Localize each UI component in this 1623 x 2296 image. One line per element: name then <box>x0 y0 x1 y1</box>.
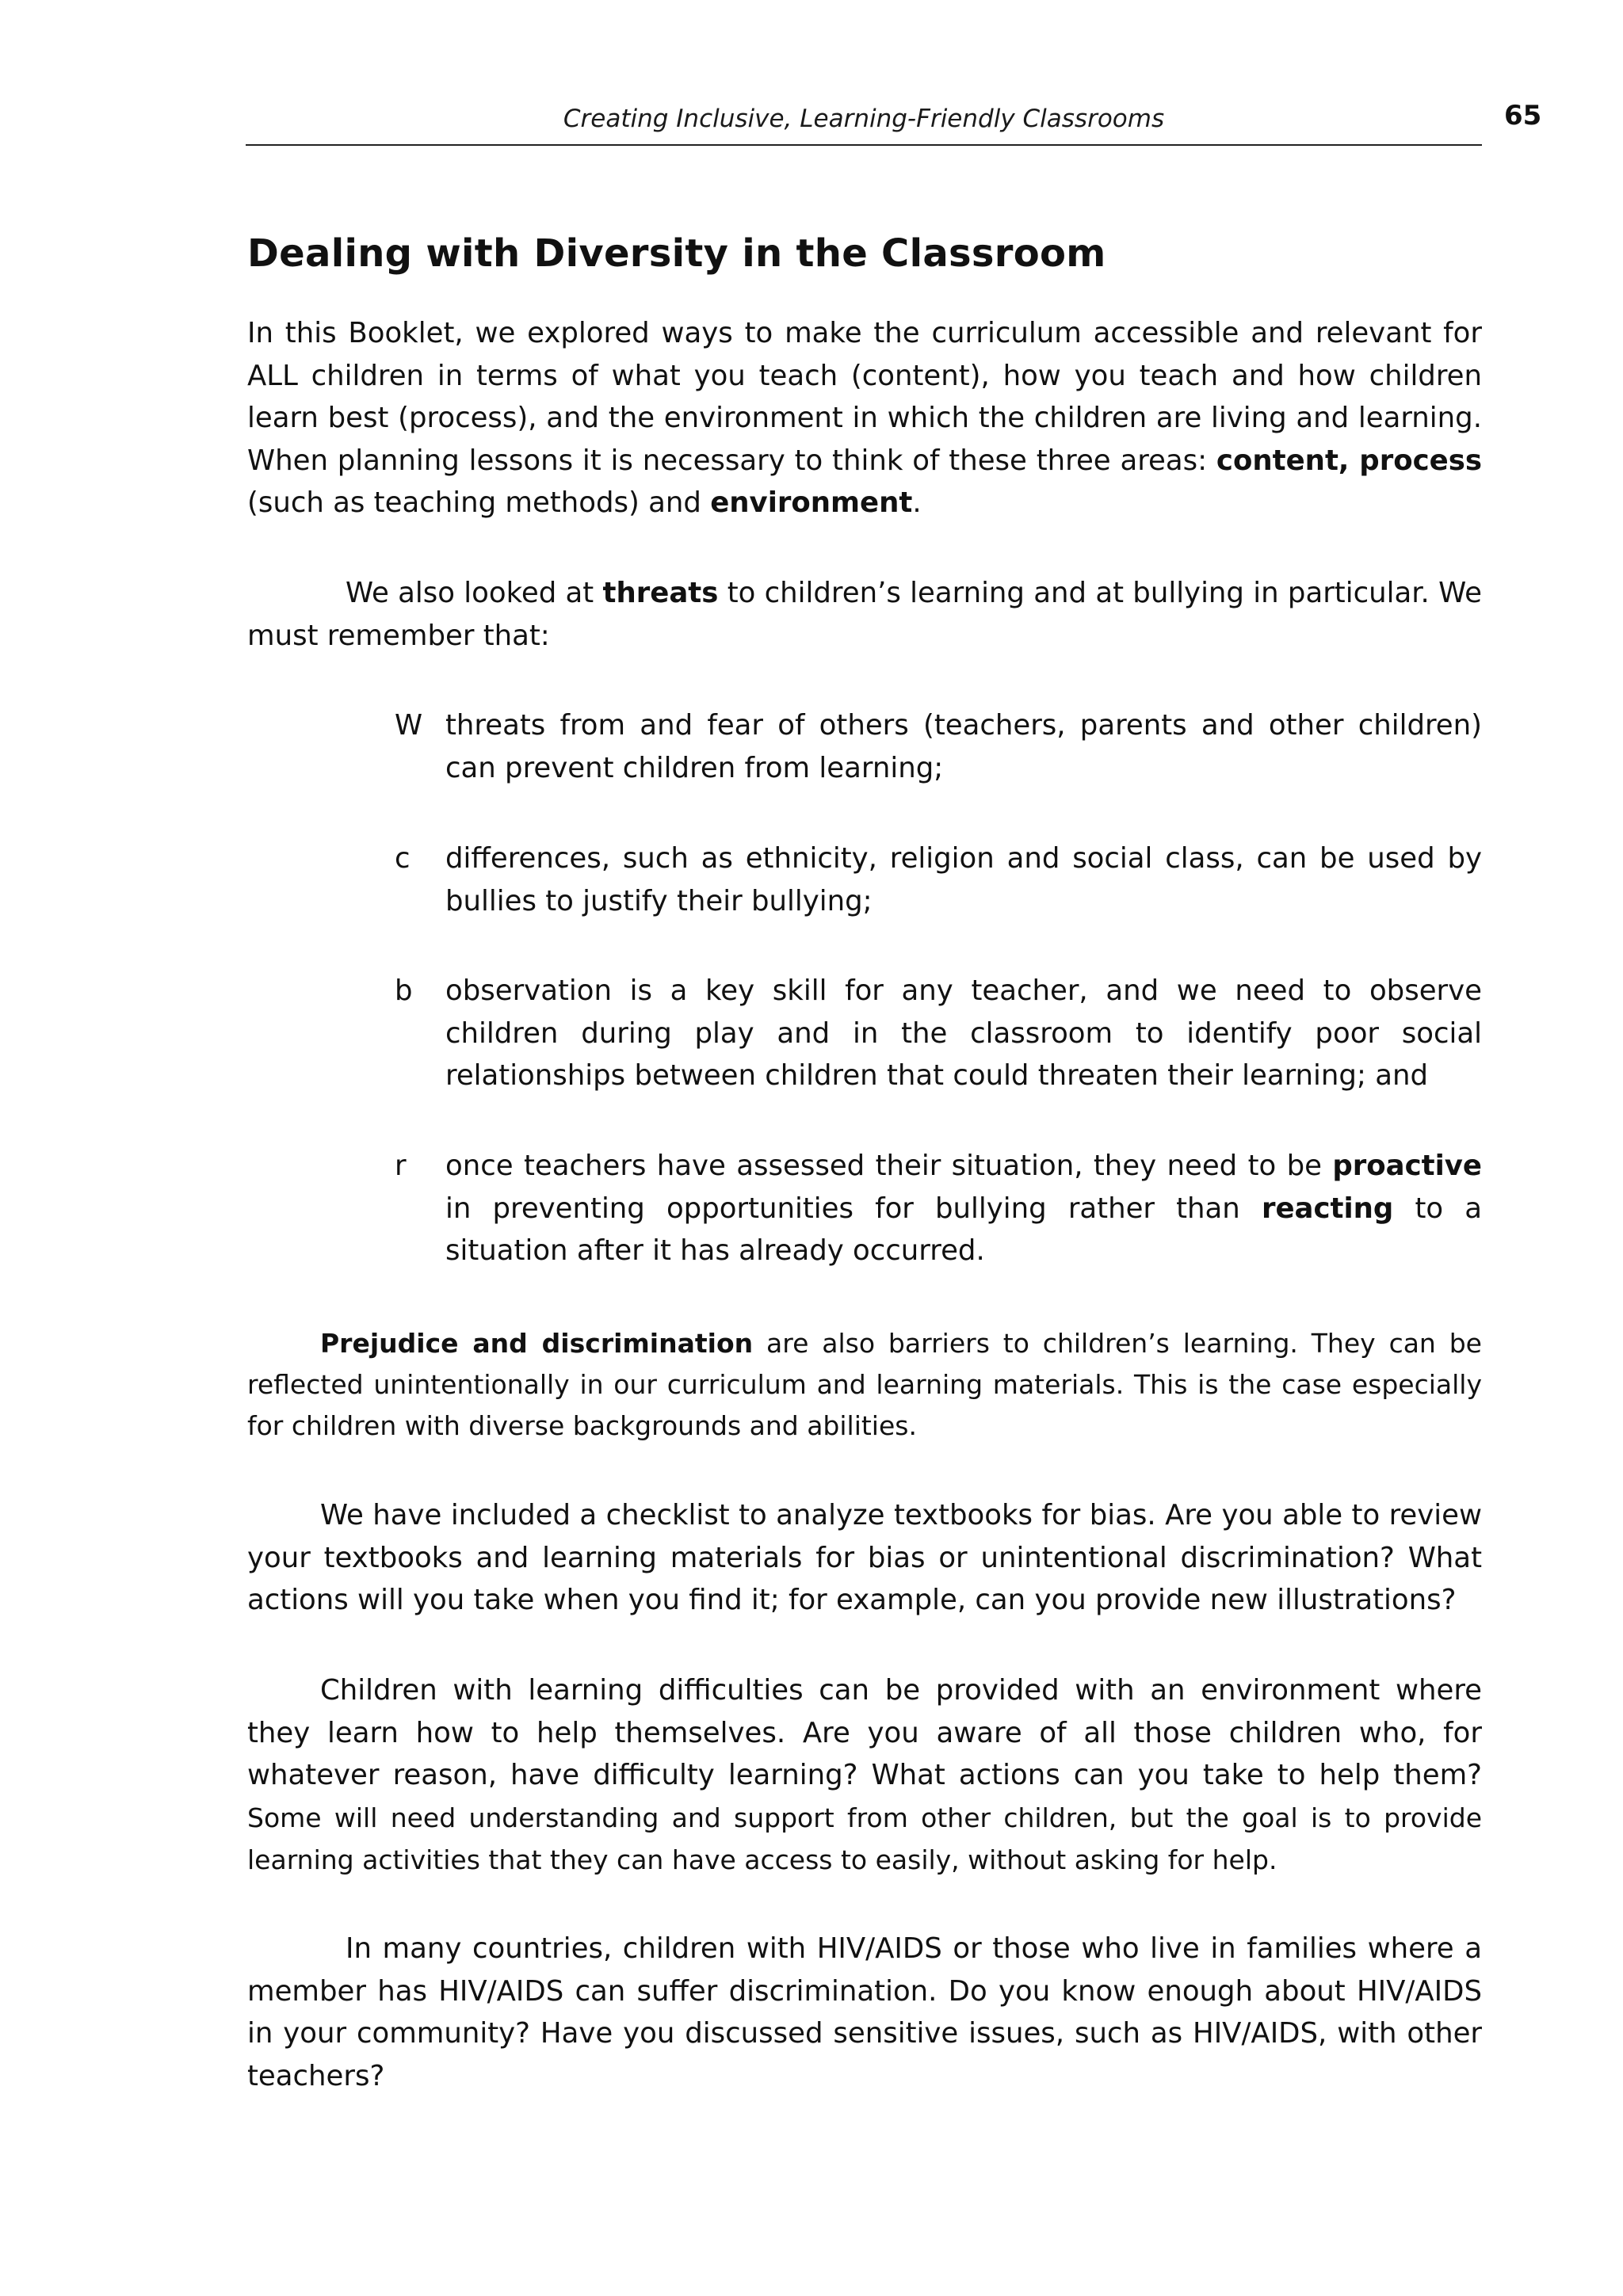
intro-text-2: (such as teaching methods) and <box>247 486 711 519</box>
bold-proactive: proactive <box>1332 1150 1482 1182</box>
list-item-text <box>445 1145 1482 1272</box>
threats-text-2: to children’s learning and at bullying in particular. We must remember that: <box>247 577 1482 652</box>
running-header: Creating Inclusive, Learning-Friendly Classrooms <box>563 105 1165 133</box>
list-item-text <box>445 837 1482 922</box>
list-item <box>395 970 1482 1097</box>
prejudice-paragraph <box>247 1323 1482 1447</box>
page-number: 65 <box>1504 100 1542 132</box>
list-marker: W <box>395 709 423 742</box>
difficulties-paragraph <box>247 1669 1482 1882</box>
list-item-4-text-b: in preventing opportunities for bullying rather than <box>445 1192 1262 1225</box>
header-rule <box>246 144 1482 146</box>
list-item-3-text: observation is a key skill for any teacher, and we need to observe children during play and in the classroom to identify poor social relationships between children that could threaten their learning; and <box>445 974 1482 1092</box>
list-item-4-text-c: to a situation after it has already occurred. <box>445 1192 1482 1267</box>
list-marker: b <box>395 974 413 1007</box>
intro-text-3: . <box>912 486 922 519</box>
list-item-2-text: differences, such as ethnicity, religion and social class, can be used by bullies to justify their bullying; <box>445 842 1482 917</box>
list-item-4-text-a: once teachers have assessed their situation, they need to be <box>445 1150 1333 1182</box>
list-item <box>395 1145 1482 1272</box>
hiv-paragraph: In many countries, children with HIV/AIDS or those who live in families where a member has HIV/AIDS can suffer discrimination. Do you know enough about HIV/AIDS in your community? Have you discussed sensitive issues, such as HIV/AIDS, with other teachers? <box>247 1932 1482 2092</box>
threats-text-1: We also looked at <box>346 577 603 609</box>
threats-bold: threats <box>602 577 719 609</box>
prejudice-bold: Prejudice and discrimination <box>320 1328 754 1359</box>
intro-bold-environment: environment <box>710 486 913 519</box>
list-item-1-text: threats from and fear of others (teachers, parents and other children) can prevent children from learning; <box>445 709 1482 784</box>
difficulties-text-b: Some will need understanding and support from other children, but the goal is to provide learning activities that they can have access to easily, without asking for help. <box>247 1802 1482 1875</box>
list-marker: c <box>395 842 411 875</box>
threats-paragraph <box>247 572 1482 657</box>
bold-reacting: reacting <box>1261 1192 1394 1225</box>
prejudice-text: are also barriers to children’s learning. They can be reflected unintentionally in our curriculum and learning materials. This is the case especially for children with diverse backgrounds and abilities. <box>247 1328 1482 1441</box>
list-item-text <box>445 704 1482 789</box>
list-marker: r <box>395 1150 407 1182</box>
intro-paragraph <box>247 312 1482 524</box>
list-item <box>395 837 1482 922</box>
intro-bold-content-process: content, process <box>1216 444 1482 477</box>
list-item <box>395 704 1482 789</box>
difficulties-text-a: Children with learning difficulties can be provided with an environment where they learn how to help themselves. Are you aware of all those children who, for whatever reason, have difficulty learning? What actions can you take to help them? <box>247 1674 1482 1791</box>
intro-text-1: In this Booklet, we explored ways to make the curriculum accessible and relevant for ALL children in terms of what you teach (content), how you teach and how children learn best (process), and the environment in which the children are living and learning. When planning lessons it is necessary to think of these three areas: <box>247 317 1482 477</box>
section-title: Dealing with Diversity in the Classroom <box>247 231 1106 276</box>
checklist-paragraph: We have included a checklist to analyze textbooks for bias. Are you able to review your textbooks and learning materials for bias or unintentional discrimination? What actions will you take when you find it; for example, can you provide new illustrations? <box>247 1499 1482 1616</box>
list-item-text <box>445 970 1482 1097</box>
